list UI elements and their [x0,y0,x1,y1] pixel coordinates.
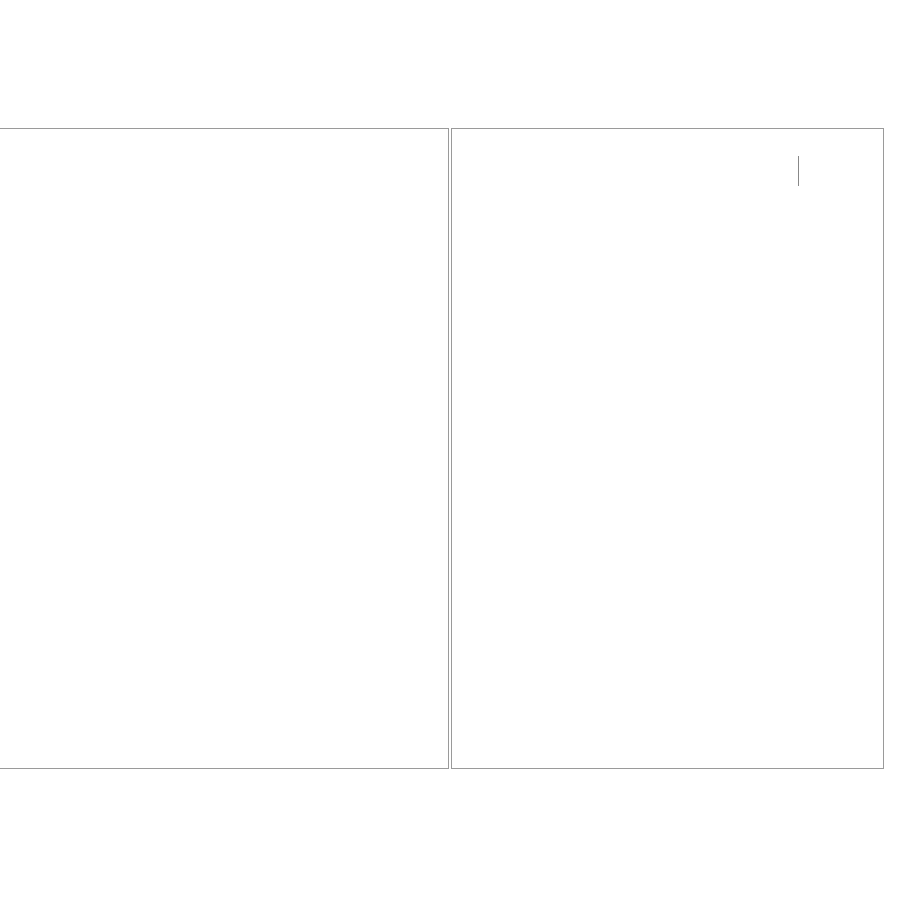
header-divider [798,156,799,186]
right-page [451,128,884,769]
left-page [0,128,449,769]
